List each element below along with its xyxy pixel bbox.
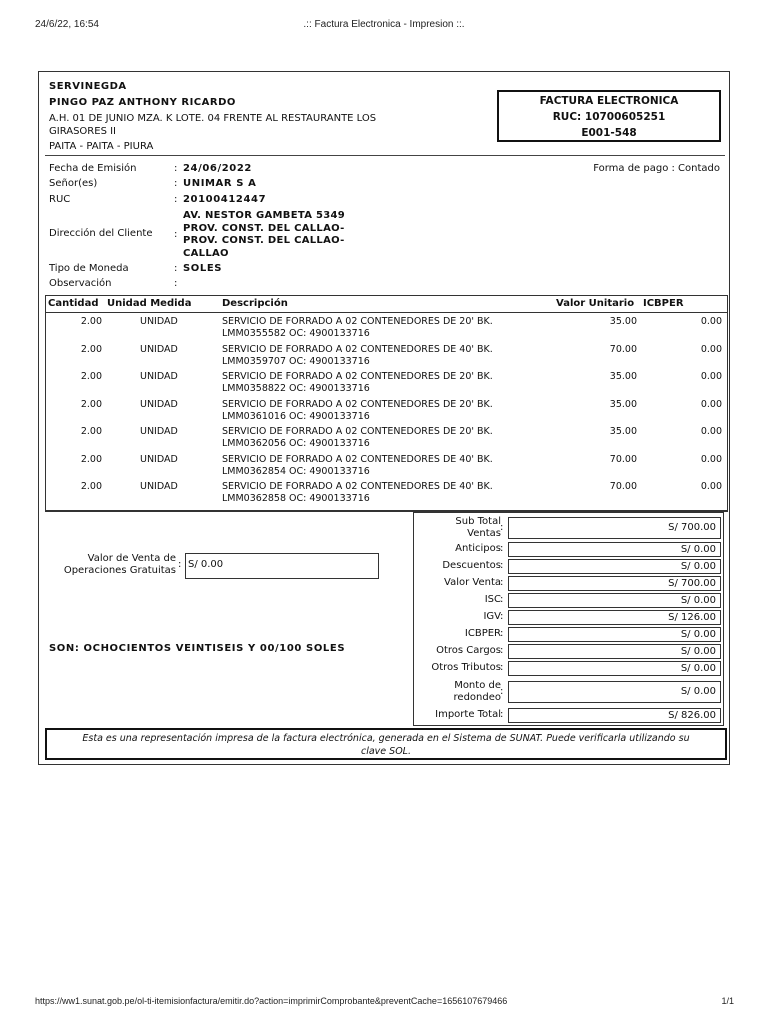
totals-colon: : xyxy=(500,709,504,720)
totals-value: S/ 700.00 xyxy=(508,576,721,591)
disclaimer-line2: clave SOL. xyxy=(361,746,411,757)
totals-value: S/ 0.00 xyxy=(508,593,721,608)
gratuitas-colon: : xyxy=(178,559,182,570)
totals-label: Descuentos xyxy=(442,560,501,571)
totals-label: Importe Total xyxy=(435,709,501,720)
cell-desc-line1: SERVICIO DE FORRADO A 02 CONTENEDORES DE 40' BK. xyxy=(222,343,493,355)
totals-colon: : xyxy=(500,560,504,571)
cell-unit-value: 70.00 xyxy=(609,343,637,355)
table-row xyxy=(46,454,727,482)
cell-qty: 2.00 xyxy=(80,398,102,410)
col-header-icbper: ICBPER xyxy=(643,298,684,309)
totals-label: Otros Cargos xyxy=(436,645,501,656)
fecha-label: Fecha de Emisión xyxy=(49,163,137,174)
totals-value: S/ 126.00 xyxy=(508,610,721,625)
direccion-value xyxy=(183,210,345,260)
cell-icbper: 0.00 xyxy=(700,316,722,327)
document-type-box xyxy=(497,90,721,142)
direccion-line: PROV. CONST. DEL CALLAO- xyxy=(183,222,345,234)
document-type: FACTURA ELECTRONICA xyxy=(539,95,679,107)
cell-desc-line1: SERVICIO DE FORRADO A 02 CONTENEDORES DE 40' BK. xyxy=(222,481,493,492)
table-row xyxy=(46,399,727,427)
totals-value: S/ 0.00 xyxy=(508,661,721,676)
table-row xyxy=(46,426,727,454)
totals-label-line: Monto de xyxy=(454,680,501,691)
moneda-colon: : xyxy=(174,263,178,274)
cell-icbper: 0.00 xyxy=(700,398,722,410)
cell-qty: 2.00 xyxy=(80,426,102,437)
cell-unit: UNIDAD xyxy=(140,453,178,465)
print-page-title: .:: Factura Electronica - Impresion ::. xyxy=(303,19,465,30)
cell-desc-line1: SERVICIO DE FORRADO A 02 CONTENEDORES DE 20' BK. xyxy=(222,371,493,382)
fecha-colon: : xyxy=(174,163,178,174)
table-row xyxy=(46,316,727,344)
divider xyxy=(45,155,725,156)
totals-colon: : xyxy=(500,686,504,697)
totals-value: S/ 0.00 xyxy=(508,681,721,703)
cell-desc-line2: LMM0359707 OC: 4900133716 xyxy=(222,355,370,367)
cell-unit-value: 35.00 xyxy=(609,316,637,327)
document-number: E001-548 xyxy=(581,127,637,139)
totals-value: S/ 0.00 xyxy=(508,542,721,557)
print-page-number: 1/1 xyxy=(721,996,734,1006)
cell-icbper: 0.00 xyxy=(700,426,722,437)
cell-unit-value: 35.00 xyxy=(609,398,637,410)
ruc-colon: : xyxy=(174,194,178,205)
totals-label: Valor Venta xyxy=(444,577,501,588)
cell-desc-line2: LMM0362858 OC: 4900133716 xyxy=(222,493,370,504)
issuer-district: PAITA - PAITA - PIURA xyxy=(49,141,154,152)
direccion-line: AV. NESTOR GAMBETA 5349 xyxy=(183,210,346,221)
observacion-colon: : xyxy=(174,278,178,289)
cell-desc-line1: SERVICIO DE FORRADO A 02 CONTENEDORES DE 40' BK. xyxy=(222,453,493,465)
direccion-colon: : xyxy=(174,229,178,240)
totals-label-line: redondeo xyxy=(453,692,501,703)
col-header-qty: Cantidad xyxy=(48,298,99,309)
cell-desc-line2: LMM0358822 OC: 4900133716 xyxy=(222,383,370,394)
moneda-label: Tipo de Moneda xyxy=(49,263,129,274)
gratuitas-label xyxy=(59,553,176,577)
totals-colon: : xyxy=(500,543,504,554)
totals-colon: : xyxy=(500,594,504,605)
cell-qty: 2.00 xyxy=(80,343,102,355)
cell-qty: 2.00 xyxy=(80,481,102,492)
cell-unit: UNIDAD xyxy=(140,343,178,355)
gratuitas-label-line1: Valor de Venta de xyxy=(87,553,176,564)
senor-colon: : xyxy=(174,178,178,189)
issuer-trade-name: SERVINEGDA xyxy=(49,81,127,92)
totals-label xyxy=(455,516,504,540)
totals-box xyxy=(413,512,724,726)
totals-colon: : xyxy=(500,522,504,533)
gratuitas-value: S/ 0.00 xyxy=(185,553,379,579)
totals-label xyxy=(453,680,504,704)
table-row xyxy=(46,371,727,399)
totals-label: Anticipos xyxy=(455,543,501,554)
totals-value: S/ 0.00 xyxy=(508,559,721,574)
table-row xyxy=(46,481,727,509)
cell-desc-line2: LMM0355582 OC: 4900133716 xyxy=(222,328,370,339)
items-table xyxy=(45,295,728,511)
totals-label: Otros Tributos xyxy=(431,662,501,673)
cell-unit: UNIDAD xyxy=(140,316,178,327)
cell-desc-line1: SERVICIO DE FORRADO A 02 CONTENEDORES DE 20' BK. xyxy=(222,316,493,327)
cell-unit-value: 70.00 xyxy=(609,453,637,465)
amount-in-words: SON: OCHOCIENTOS VEINTISEIS Y 00/100 SOLES xyxy=(49,643,346,654)
cell-icbper: 0.00 xyxy=(700,371,722,382)
totals-value: S/ 0.00 xyxy=(508,644,721,659)
moneda-value: SOLES xyxy=(183,263,223,274)
col-header-unit: Unidad Medida xyxy=(107,298,192,309)
disclaimer-line1: Esta es una representación impresa de la factura electrónica, generada en el Sistema de SUNAT. Puede verificarla utilizando su xyxy=(82,733,690,744)
invoice-document xyxy=(38,71,730,765)
totals-value: S/ 0.00 xyxy=(508,627,721,642)
col-header-unit-value: Valor Unitario xyxy=(556,298,635,309)
totals-label: IGV xyxy=(483,611,501,622)
cell-desc-line1: SERVICIO DE FORRADO A 02 CONTENEDORES DE 20' BK. xyxy=(222,426,493,437)
totals-colon: : xyxy=(500,645,504,656)
forma-pago: Forma de pago : Contado xyxy=(593,163,720,174)
print-url: https://ww1.sunat.gob.pe/ol-ti-itemisionfactura/emitir.do?action=imprimirComprobante&preventCache=1656107679466 xyxy=(35,996,508,1006)
cell-qty: 2.00 xyxy=(80,316,102,327)
table-row xyxy=(46,344,727,372)
totals-label: ICBPER xyxy=(464,628,501,639)
totals-label-line: Ventas xyxy=(467,528,501,539)
cell-unit-value: 35.00 xyxy=(609,371,637,382)
cell-unit: UNIDAD xyxy=(140,481,178,492)
cell-unit: UNIDAD xyxy=(140,426,178,437)
direccion-line: PROV. CONST. DEL CALLAO- xyxy=(183,235,345,246)
cell-unit: UNIDAD xyxy=(140,398,178,410)
cell-unit: UNIDAD xyxy=(140,371,178,382)
totals-label-line: Sub Total xyxy=(455,516,501,527)
cell-desc-line2: LMM0362056 OC: 4900133716 xyxy=(222,438,370,449)
cell-unit-value: 35.00 xyxy=(609,426,637,437)
col-header-desc: Descripción xyxy=(222,298,288,309)
cell-qty: 2.00 xyxy=(80,453,102,465)
direccion-line: CALLAO xyxy=(183,247,229,259)
issuer-name: PINGO PAZ ANTHONY RICARDO xyxy=(49,97,236,108)
cell-qty: 2.00 xyxy=(80,371,102,382)
totals-colon: : xyxy=(500,662,504,673)
cell-unit-value: 70.00 xyxy=(609,481,637,492)
issuer-address-line2: GIRASORES II xyxy=(49,126,116,137)
cell-desc-line1: SERVICIO DE FORRADO A 02 CONTENEDORES DE 20' BK. xyxy=(222,398,493,410)
document-ruc: RUC: 10700605251 xyxy=(552,111,666,123)
print-datetime: 24/6/22, 16:54 xyxy=(35,19,99,30)
observacion-label: Observación xyxy=(49,278,112,289)
totals-label: ISC xyxy=(484,594,501,605)
totals-colon: : xyxy=(500,628,504,639)
totals-colon: : xyxy=(500,577,504,588)
totals-colon: : xyxy=(500,611,504,622)
cell-icbper: 0.00 xyxy=(700,343,722,355)
cell-desc-line2: LMM0361016 OC: 4900133716 xyxy=(222,410,370,422)
totals-value: S/ 700.00 xyxy=(508,517,721,539)
ruc-label: RUC xyxy=(49,194,71,205)
senor-label: Señor(es) xyxy=(49,178,98,189)
cell-icbper: 0.00 xyxy=(700,453,722,465)
cell-icbper: 0.00 xyxy=(700,481,722,492)
ruc-value: 20100412447 xyxy=(183,194,267,205)
gratuitas-label-line2: Operaciones Gratuitas xyxy=(63,565,176,576)
fecha-value: 24/06/2022 xyxy=(183,163,252,174)
issuer-address-line1: A.H. 01 DE JUNIO MZA. K LOTE. 04 FRENTE AL RESTAURANTE LOS xyxy=(49,113,377,124)
senor-value: UNIMAR S A xyxy=(183,178,257,189)
table-header-divider xyxy=(46,312,727,313)
totals-value: S/ 826.00 xyxy=(508,708,721,723)
direccion-label: Dirección del Cliente xyxy=(49,228,153,239)
sunat-disclaimer xyxy=(45,728,727,760)
cell-desc-line2: LMM0362854 OC: 4900133716 xyxy=(222,465,370,477)
